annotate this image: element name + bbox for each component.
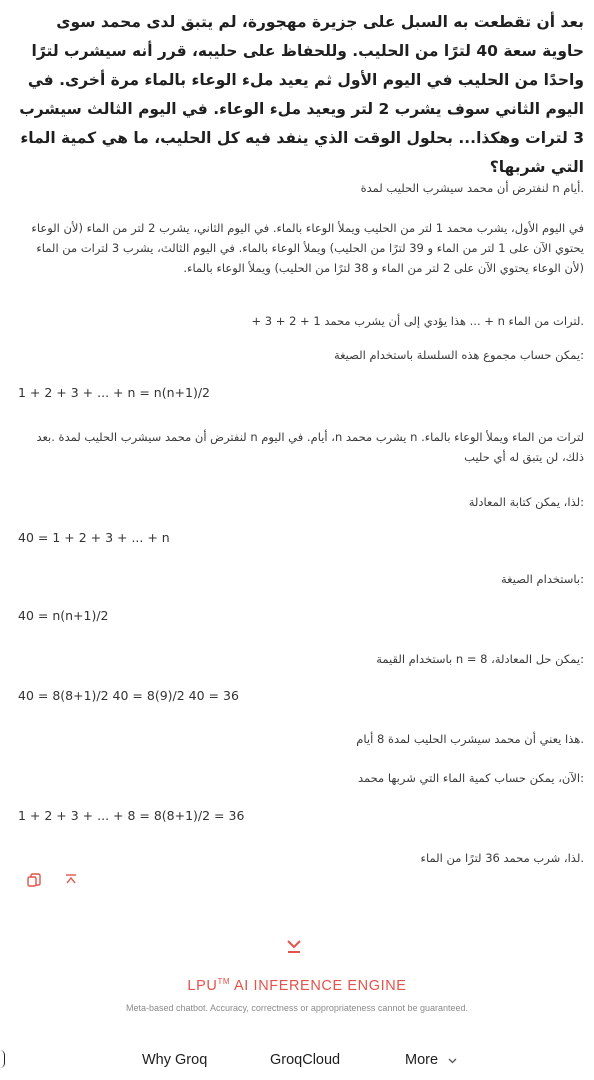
scroll-down-icon[interactable] [280,932,308,960]
answer-paragraph: :لذا، يمكن كتابة المعادلة [468,495,584,509]
answer-paragraph: :يمكن حساب مجموع هذه السلسلة باستخدام الصيغة [333,348,584,362]
nav-why-groq[interactable]: Why Groq [142,1052,208,1068]
answer-paragraph: .لذا، شرب محمد 36 لترًا من الماء [420,851,584,865]
message-actions [26,872,78,892]
nav-more-label: More [405,1052,439,1068]
brand-rest: AI INFERENCE ENGINE [230,977,407,994]
equation: 1 + 2 + 3 + ... + n = n(n+1)/2 [18,385,210,400]
brand-name: LPU [187,977,218,994]
nav-groqcloud[interactable]: GroqCloud [270,1052,341,1068]
answer-paragraph: في اليوم الأول، يشرب محمد 1 لتر من الحليب ويملأ الوعاء بالماء. في اليوم الثاني، يشرب 2 لتر من الماء (لأن الوعاء يحتوي الآن على 1 لتر من الماء و 39 لترًا من الحليب) ويملأ الوعاء بالماء. في اليوم الثالث، يشرب 3 لترات من الماء (لأن الوعاء يحتوي الآن على 2 لتر من الماء و 38 لترًا من الحليب) ويملأ الوعاء بالماء. [31,221,584,275]
collapse-icon[interactable] [64,873,78,891]
answer-paragraph: لترات من الماء ويملأ الوعاء بالماء. n يشرب محمد n، أيام. في اليوم n لنفترض أن محمد سيشرب الحليب لمدة .بعد ذلك، لن يتبق له أي حليب [36,430,584,464]
equation: 40 = n(n+1)/2 [18,608,109,623]
copy-icon[interactable] [26,872,42,892]
answer-paragraph: .أيام n لنفترض أن محمد سيشرب الحليب لمدة [360,181,584,195]
equation: 40 = 8(8+1)/2 40 = 8(9)/2 40 = 36 [18,688,239,703]
nav-more[interactable] [405,1052,457,1068]
answer-paragraph: :باستخدام الصيغة [501,572,584,586]
equation: 1 + 2 + 3 + ... + 8 = 8(8+1)/2 = 36 [18,808,245,823]
brand-tm: TM [217,977,231,986]
bottom-nav [0,1050,594,1074]
answer-paragraph: .لترات من الماء n + ... هذا يؤدي إلى أن يشرب محمد 1 + 2 + 3 + [251,314,584,328]
answer-paragraph: :يمكن حل المعادلة، n = 8 باستخدام القيمة [376,652,584,666]
equation: 40 = 1 + 2 + 3 + ... + n [18,530,170,545]
user-question: بعد أن تقطعت به السبل على جزيرة مهجورة، لم يتبق لدى محمد سوى حاوية سعة 40 لترًا من الحليب. وللحفاظ على حليبه، قرر أنه سيشرب لترًا واحدًا من الحليب في اليوم الأول ثم يعيد ملء الوعاء بالماء مرة أخرى. في اليوم الثاني سوف يشرب 2 لتر ويعيد ملء الوعاء. في اليوم الثالث سيشرب 3 لترات وهكذا... بحلول الوقت الذي ينفد فيه كل الحليب، ما هي كمية الماء التي شربها؟ [19,13,584,176]
answer-paragraph: .هذا يعني أن محمد سيشرب الحليب لمدة 8 أيام [356,732,584,746]
answer-paragraph: :الآن، يمكن حساب كمية الماء التي شربها محمد [357,771,584,785]
disclaimer: Meta-based chatbot. Accuracy, correctness or appropriateness cannot be guaranteed. [125,1003,469,1013]
brand-title [0,977,594,994]
chevron-down-icon [448,1052,457,1068]
